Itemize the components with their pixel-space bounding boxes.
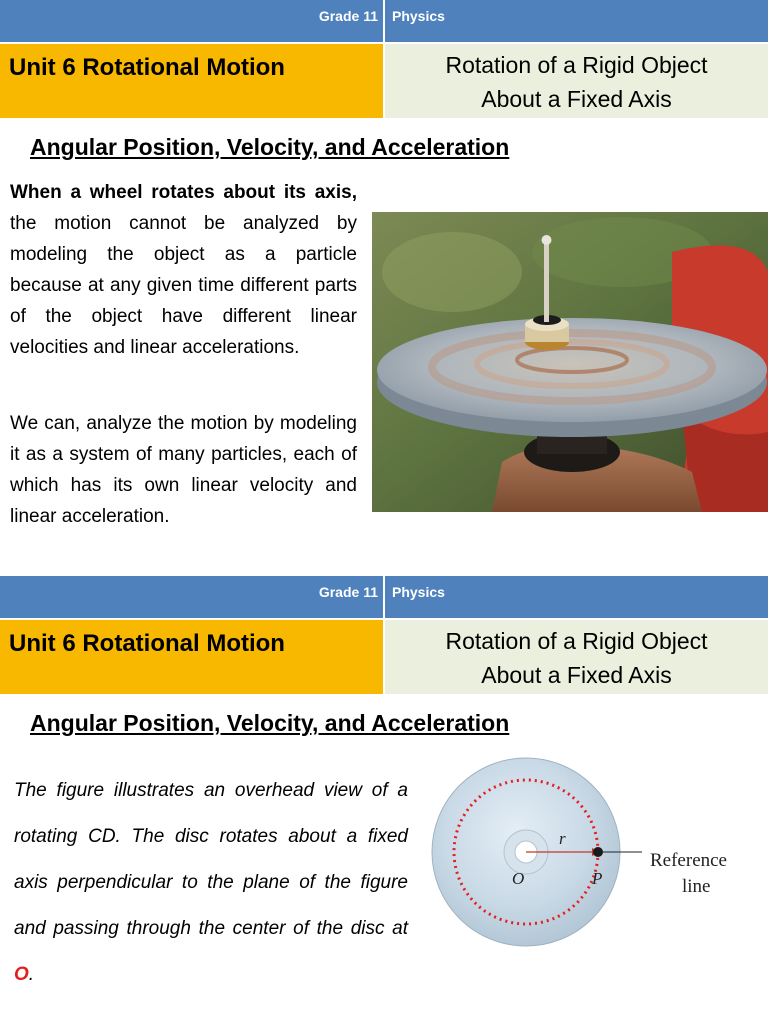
lesson-title-line2: About a Fixed Axis (481, 662, 672, 688)
unit-cell (0, 620, 383, 694)
lesson-title-line1: Rotation of a Rigid Object (445, 628, 708, 654)
header-bar (0, 576, 768, 618)
spinning-disc-photo (372, 212, 768, 512)
rotating-cd-diagram (414, 756, 768, 1024)
figure-description (14, 768, 408, 998)
grade-label: Grade 11 (318, 8, 378, 24)
axis-point-label: O (14, 964, 29, 985)
header-divider (383, 576, 385, 618)
figure-description-end: . (28, 964, 35, 985)
section-heading: Angular Position, Velocity, and Acceleration (30, 134, 510, 160)
radius-label: r (559, 829, 566, 848)
paragraph-1 (10, 177, 357, 363)
unit-title: Unit 6 Rotational Motion (9, 54, 285, 81)
slide-2 (0, 576, 768, 1024)
paragraph-1-bold: When a wheel rotates about its axis, (10, 182, 357, 203)
unit-cell (0, 44, 383, 118)
lesson-title-cell (385, 44, 768, 118)
paragraph-2: We can, analyze the motion by modeling it as a system of many particles, each of which has its own linear velocity and linear acceleration. (10, 413, 357, 527)
figure-description-text: The figure illustrates an overhead view of a rotating CD. The disc rotates about a fixed axis perpendicular to the plane of the figure and passing through the center of the disc at (14, 780, 408, 939)
paragraph-1-rest: the motion cannot be analyzed by modeling the object as a particle because at any given time different parts of the object have different linear velocities and linear accelerations. (10, 213, 357, 358)
reference-label-line1: Reference (650, 850, 727, 871)
reference-label-line2: line (682, 876, 711, 897)
section-heading: Angular Position, Velocity, and Acceleration (30, 710, 510, 736)
unit-title: Unit 6 Rotational Motion (9, 630, 285, 657)
lesson-title-line2: About a Fixed Axis (481, 86, 672, 112)
subject-label: Physics (392, 8, 445, 24)
lesson-title-line1: Rotation of a Rigid Object (445, 52, 708, 78)
header-bar (0, 0, 768, 42)
grade-label: Grade 11 (318, 584, 378, 600)
origin-label: O (512, 869, 525, 888)
point-p-label: P (592, 869, 603, 888)
header-divider (383, 0, 385, 42)
lesson-title-cell (385, 620, 768, 694)
subject-label: Physics (392, 584, 445, 600)
point-p-marker (593, 847, 603, 857)
